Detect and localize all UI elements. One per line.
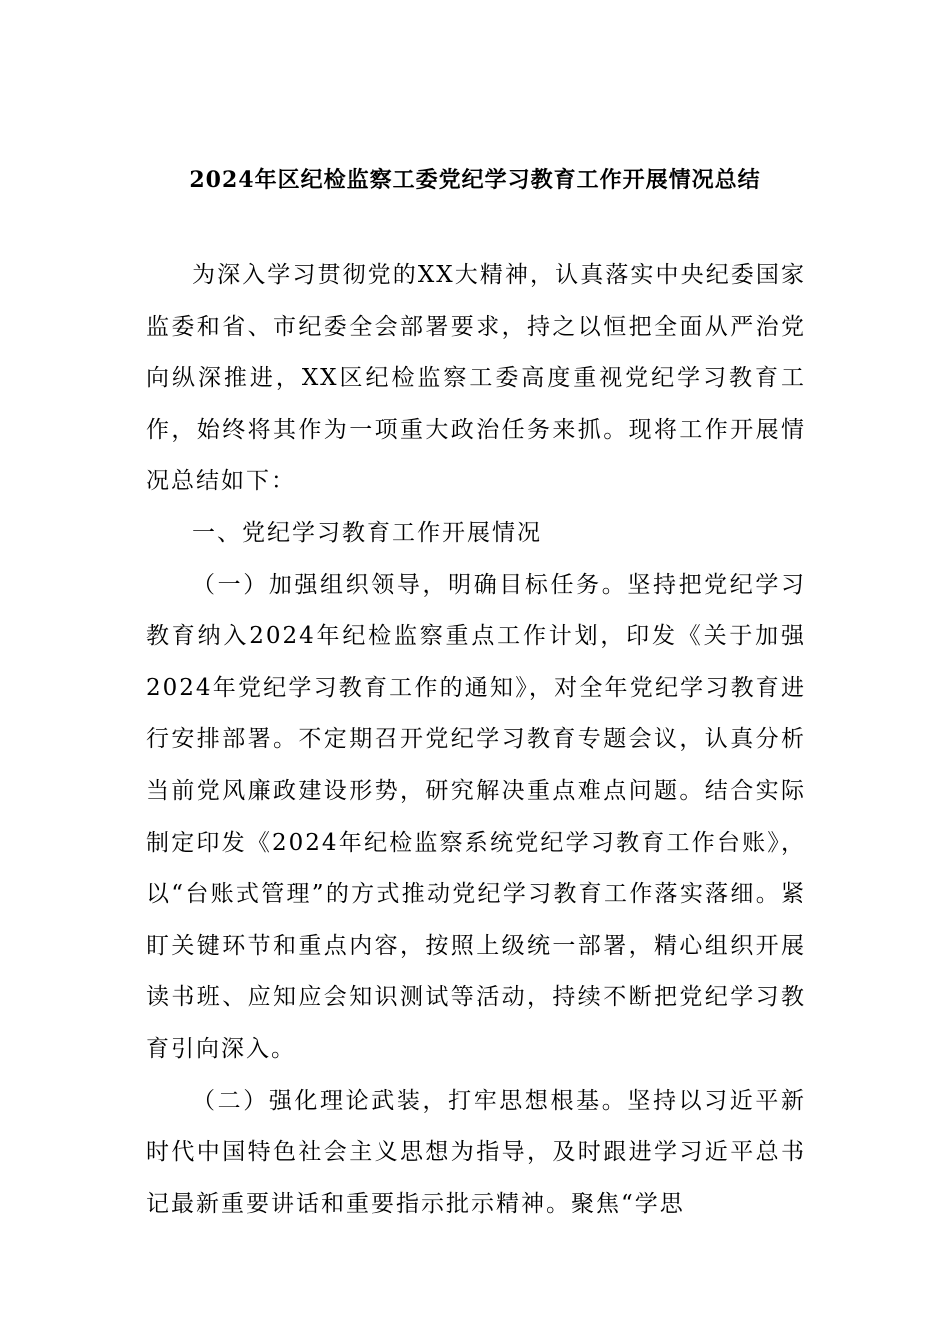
subsection-paragraph-2: （二）强化理论武装，打牢思想根基。坚持以习近平新时代中国特色社会主义思想为指导，及时跟进学习近平总书记最新重要讲话和重要指示批示精神。聚焦“学思	[146, 1087, 806, 1217]
subsection-paragraph-1: （一）加强组织领导，明确目标任务。坚持把党纪学习教育纳入2024年纪检监察重点工作计划，印发《关于加强2024年党纪学习教育工作的通知》，对全年党纪学习教育进行安排部署。不定期召开党纪学习教育专题会议，认真分析当前党风廉政建设形势，研究解决重点难点问题。结合实际制定印发《2024年纪检监察系统党纪学习教育工作台账》，以“台账式管理”的方式推动党纪学习教育工作落实落细。紧盯关键环节和重点内容，按照上级统一部署，精心组织开展读书班、应知应会知识测试等活动，持续不断把党纪学习教育引向深入。	[146, 571, 806, 1062]
document-body	[146, 250, 806, 1230]
intro-paragraph: 为深入学习贯彻党的XX大精神，认真落实中央纪委国家监委和省、市纪委全会部署要求，持之以恒把全面从严治党向纵深推进，XX区纪检监察工委高度重视党纪学习教育工作，始终将其作为一项重大政治任务来抓。现将工作开展情况总结如下：	[146, 262, 806, 495]
section-heading: 一、党纪学习教育工作开展情况	[192, 519, 542, 546]
document-title: 2024年区纪检监察工委党纪学习教育工作开展情况总结	[189, 167, 761, 193]
